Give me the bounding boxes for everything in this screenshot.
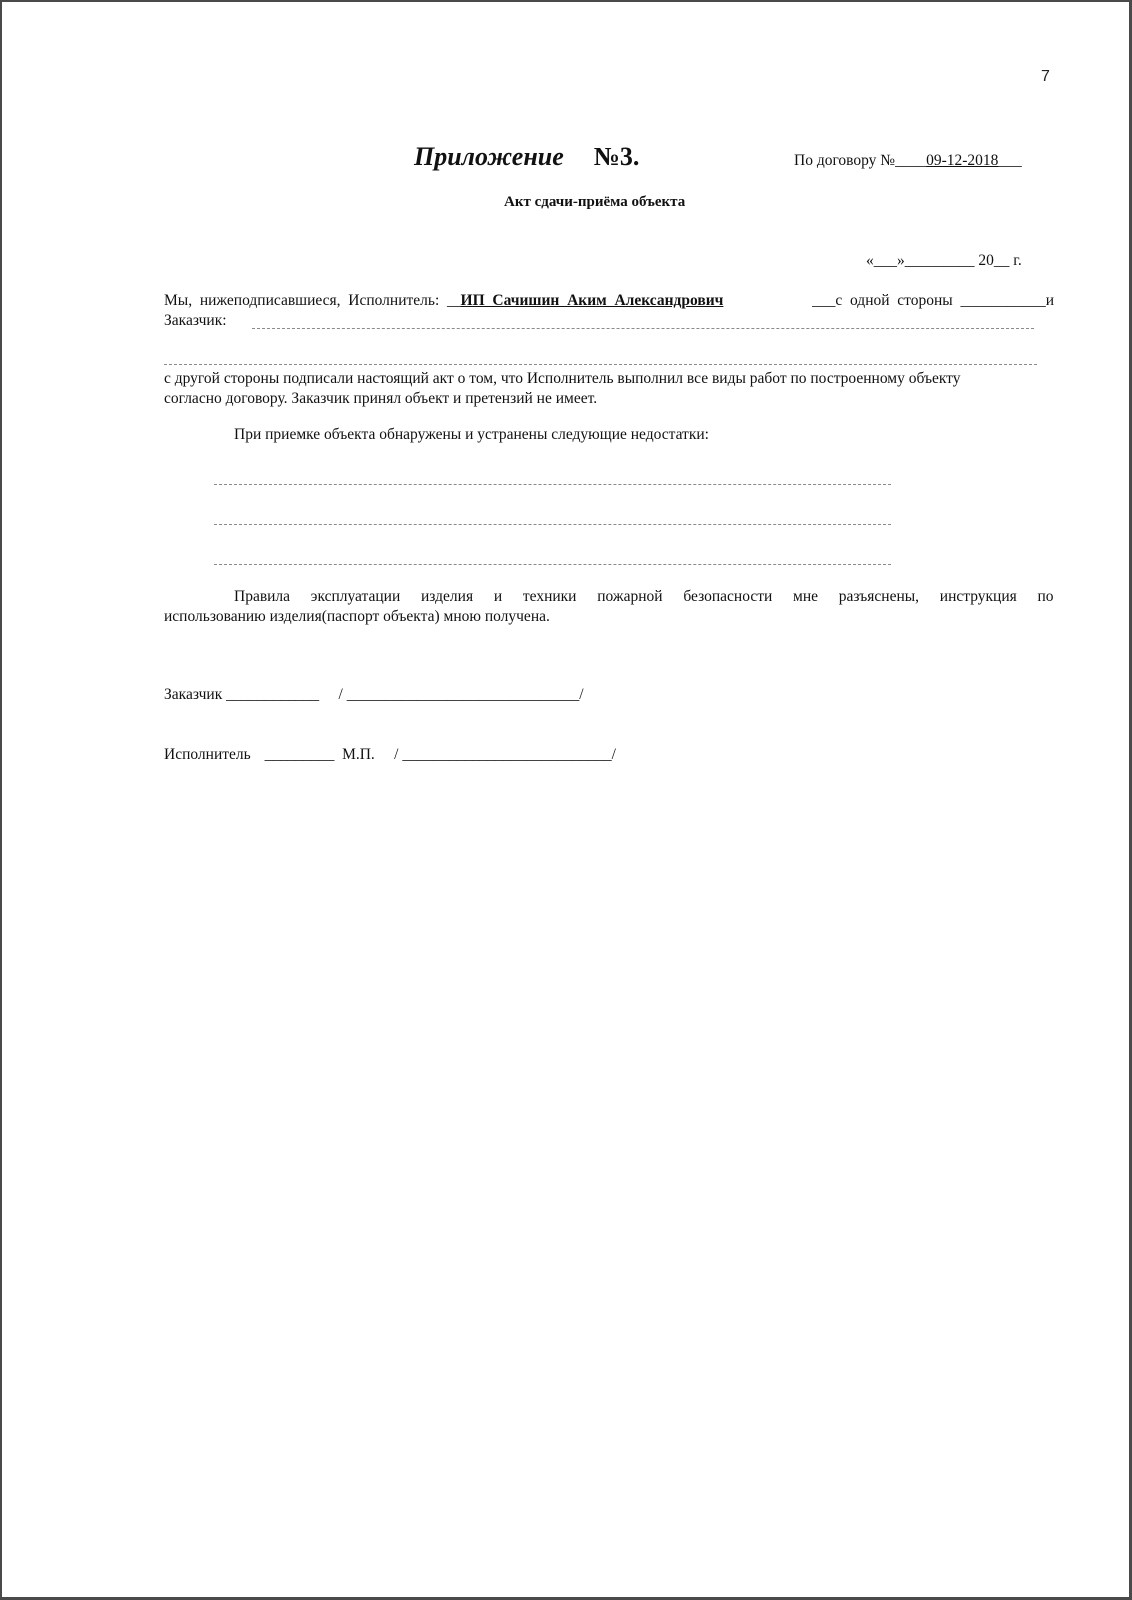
customer-name-blank[interactable] <box>252 328 1034 329</box>
defect-line-2[interactable] <box>214 524 891 525</box>
contract-reference <box>794 152 1022 170</box>
intro-end: ___с одной стороны ___________и <box>812 292 1054 309</box>
customer-details-blank[interactable] <box>164 364 1037 365</box>
paragraph1-line2: согласно договору. Заказчик принял объект и претензий не имеет. <box>164 390 598 407</box>
customer-signature-label: Заказчик <box>164 686 223 703</box>
rules-text-1: Правила эксплуатации изделия и техники пожарной безопасности мне разъяснены, инструкция по <box>234 588 1054 605</box>
contract-number: 09-12-2018 <box>926 152 999 169</box>
paragraph1-line1: с другой стороны подписали настоящий акт о том, что Исполнитель выполнил все виды работ по построенному объекту <box>164 370 961 387</box>
defects-label: При приемке объекта обнаружены и устранены следующие недостатки: <box>234 426 709 443</box>
appendix-title <box>414 142 639 172</box>
act-title: Акт сдачи-приёма объекта <box>504 194 686 210</box>
rules-line-1 <box>164 588 1054 606</box>
customer-line-label: Заказчик: <box>164 312 227 329</box>
defect-line-3[interactable] <box>214 564 891 565</box>
contract-suffix: ___ <box>998 152 1022 169</box>
customer-signature-blank[interactable]: ____________ / ______________________________/ <box>226 686 584 703</box>
appendix-label: Приложение <box>414 142 564 171</box>
intro-line-1 <box>164 292 1054 310</box>
executor-signature-label: Исполнитель <box>164 746 251 763</box>
page-number: 7 <box>1041 68 1050 85</box>
contract-prefix: По договору №____ <box>794 152 927 169</box>
customer-signature-row <box>164 686 584 704</box>
appendix-number: №3. <box>593 142 640 171</box>
rules-line-2: использованию изделия(паспорт объекта) мною получена. <box>164 608 550 625</box>
act-date-line: «___»_________ 20__ г. <box>866 252 1022 269</box>
defect-line-1[interactable] <box>214 484 891 485</box>
executor-signature-blank[interactable]: _________ М.П. / ___________________________/ <box>264 746 616 763</box>
executor-name: ИП Сачишин Аким Александрович <box>460 292 724 309</box>
intro-start: Мы, нижеподписавшиеся, Исполнитель: __ <box>164 292 463 309</box>
executor-signature-row <box>164 746 616 764</box>
